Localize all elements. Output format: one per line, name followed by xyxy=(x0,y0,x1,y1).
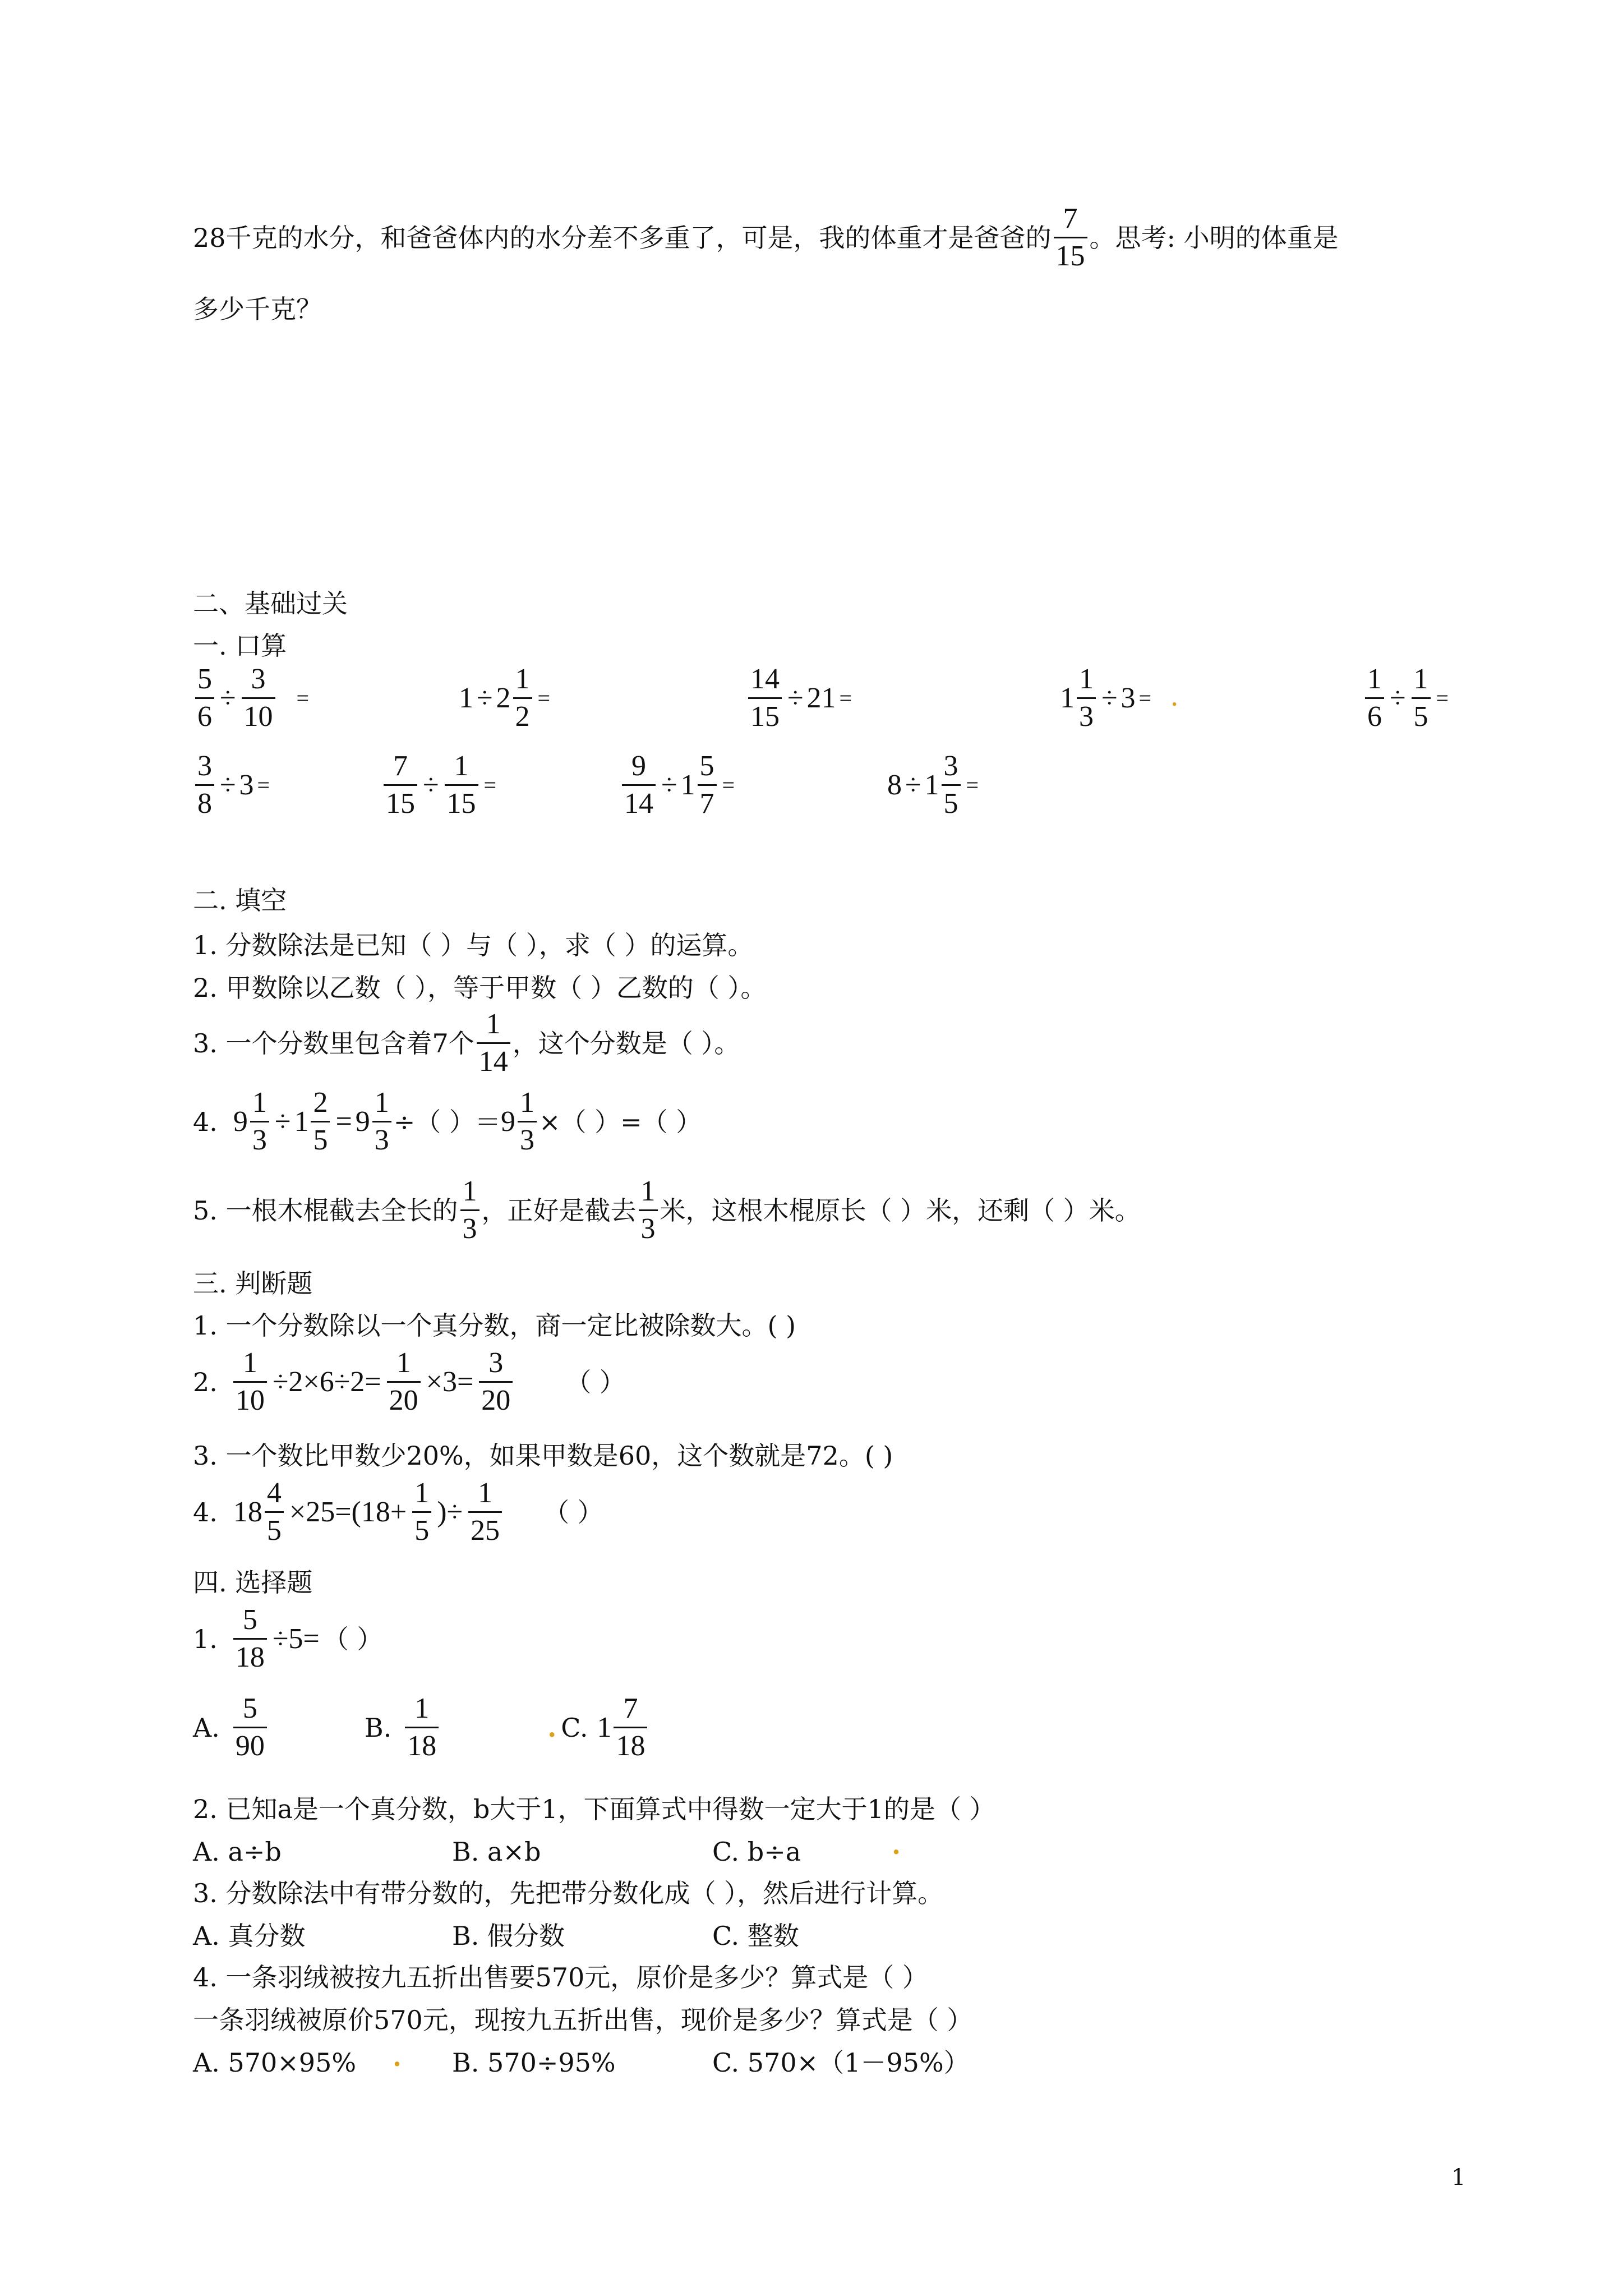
choice-q2-option-b: B. a×b xyxy=(452,1837,541,1867)
intro-text-b: 。思考: 小明的体重是 xyxy=(1089,222,1339,253)
calc-item-4: 1 $\frac{1}{3}$ ÷ 3 = . xyxy=(1060,663,1178,733)
page-number: 1 xyxy=(1451,2165,1466,2191)
choice-q3-option-a: A. 真分数 xyxy=(193,1921,306,1951)
part2-title: 二. 填空 xyxy=(193,885,287,915)
calc-item-5: $\frac{1}{6}$ ÷ $\frac{1}{5}$ = xyxy=(1363,665,1452,731)
choice-q3: 3. 分数除法中有带分数的，先把带分数化成（ ），然后进行计算。 xyxy=(193,1878,944,1908)
fill-q4: 4. 9 $\frac{1}{3}$ ÷ 1 $\frac{2}{5}$ = 9 $\frac{1}{3}$ ÷（ ）＝ 9 $\frac{1}{3}$ ×（ ）=（ ） xyxy=(193,1087,702,1156)
choice-q4-option-b: B. 570÷95% xyxy=(452,2047,616,2078)
calc-item-9: 8 ÷ 1 $\frac{3}{5}$ = xyxy=(887,750,979,820)
fill-q5: 5. 一根木棍截去全长的 $\frac{1}{3}$ ，正好是截去 $\frac{1}{3}$ 米，这根木棍原长（ ）米，还剩（ ）米。 xyxy=(193,1175,1141,1245)
calc-item-7: $\frac{7}{15}$ ÷ $\frac{1}{15}$ = xyxy=(381,752,500,818)
judge-q1: 1. 一个分数除以一个真分数，商一定比被除数大。( ) xyxy=(193,1310,796,1341)
choice-q1: 1. $\frac{5}{18}$ ÷5= （ ） xyxy=(193,1604,383,1673)
choice-q2-option-a: A. a÷b xyxy=(193,1837,282,1867)
intro-line-1 xyxy=(193,204,1339,271)
choice-q2: 2. 已知a是一个真分数，b大于1，下面算式中得数一定大于1的是（ ） xyxy=(193,1794,995,1824)
part1-title: 一. 口算 xyxy=(193,631,287,661)
fraction-7-15: $\frac{7}{15}$ xyxy=(1054,204,1087,271)
document-page: 28千克的水分，和爸爸体内的水分差不多重了，可是，我的体重才是爸爸的 $\frac{7}{15}$ 。思考: 小明的体重是 多少千克？ 二、基础过关 一. 口算 $\frac{5}{6}$ ÷ $\frac{3}{10}$ = 1 ÷ 2 $\frac{1}{2}$ = $\frac{14}{15}$ ÷ 21 = 1 $\frac{1}{3}$ ÷ 3 = . $\frac{1}{6}$ ÷ $\frac{1}{5}$ = $\frac{3}{8}$ ÷ 3 = $\frac{7}{15}$ ÷ $\frac{1}{15}$ = $\frac{9}{14}$ ÷ 1 $\frac{5}{7}$ = 8 ÷ 1 $\frac{3}{5}$ = 二. 填空 1. 分数除法是已知（ ）与（ ），求（ ）的运算。 2. 甲数除以乙数（ ），等于甲数（ ）乙数的（ ）。 3. 一个分数里包含着7个 $\frac{1}{14}$ ，这个分数是（ ）。 4. 9 $\frac{1}{3}$ ÷ 1 $\frac{2}{5}$ = 9 $\frac{1}{3}$ ÷（ ）＝ 9 $\frac{1}{3}$ ×（ ）=（ ） 5. 一根木棍截去全长的 $\frac{1}{3}$ ，正好是截去 $\frac{1}{3}$ 米，这根木棍原长（ ）米，还剩（ ）米。 三. 判断题 1. 一个分数除以一个真分数，商一定比被除数大。( ) 2. $\frac{1}{10}$ ÷2×6÷2= $\frac{1}{20}$ ×3= $\frac{3}{20}$ （ ） 3. 一个数比甲数少20%，如果甲数是60，这个数就是72。( ) 4. 18 $\frac{4}{5}$ ×25=(18+ $\frac{1}{5}$ )÷ $\frac{1}{25}$ （ ） 四. 选择题 1. $\frac{5}{18}$ ÷5= （ ） A. $\frac{5}{90}$ B. $\frac{1}{18}$ . C. 1 $\frac{7}{18}$ 2. 已知a是一个真分数，b大于1，下面算式中得数一定大于1的是（ ） A. a÷b B. a×b C. b÷a . 3. 分数除法中有带分数的，先把带分数化成（ ），然后进行计算。 A. 真分数 B. 假分数 C. 整数 4. 一条羽绒被按九五折出售要570元，原价是多少？算式是（ ） 一条羽绒被原价570元，现按九五折出售，现价是多少？算式是（ ） A. 570×95% . B. 570÷95% C. 570×（1－95%） 1 xyxy=(193,203,1466,2191)
choice-q3-option-c: C. 整数 xyxy=(712,1921,799,1951)
choice-q4-option-c: C. 570×（1－95%） xyxy=(712,2047,970,2078)
choice-q1-options: A. $\frac{5}{90}$ B. $\frac{1}{18}$ . C. 1 $\frac{7}{18}$ xyxy=(193,1694,649,1761)
intro-text-a: 28千克的水分，和爸爸体内的水分差不多重了，可是，我的体重才是爸爸的 xyxy=(193,222,1052,253)
judge-q2: 2. $\frac{1}{10}$ ÷2×6÷2= $\frac{1}{20}$ ×3= $\frac{3}{20}$ （ ） xyxy=(193,1347,625,1416)
part4-title: 四. 选择题 xyxy=(193,1567,313,1598)
calc-item-8: $\frac{9}{14}$ ÷ 1 $\frac{5}{7}$ = xyxy=(620,752,738,818)
judge-q4: 4. 18 $\frac{4}{5}$ ×25=(18+ $\frac{1}{5}$ )÷ $\frac{1}{25}$ （ ） xyxy=(193,1477,603,1547)
fill-q3: 3. 一个分数里包含着7个 $\frac{1}{14}$ ，这个分数是（ ）。 xyxy=(193,1008,740,1078)
judge-q3: 3. 一个数比甲数少20%，如果甲数是60，这个数就是72。( ) xyxy=(193,1441,893,1471)
choice-q4a: 4. 一条羽绒被按九五折出售要570元，原价是多少？算式是（ ） xyxy=(193,1962,928,1993)
choice-q4b: 一条羽绒被原价570元，现按九五折出售，现价是多少？算式是（ ） xyxy=(193,2005,973,2035)
choice-q2-option-c: C. b÷a xyxy=(712,1837,801,1867)
calc-item-1: $\frac{5}{6}$ ÷ $\frac{3}{10}$ = xyxy=(193,665,312,731)
calc-item-2: 1 ÷ 2 $\frac{1}{2}$ = xyxy=(459,663,551,733)
calc-item-3: $\frac{14}{15}$ ÷ 21 = xyxy=(746,665,855,731)
fill-q1: 1. 分数除法是已知（ ）与（ ），求（ ）的运算。 xyxy=(193,930,754,960)
intro-line-2: 多少千克？ xyxy=(193,294,322,324)
part3-title: 三. 判断题 xyxy=(193,1268,313,1299)
choice-q3-option-b: B. 假分数 xyxy=(452,1921,565,1951)
section-title: 二、基础过关 xyxy=(193,588,348,619)
choice-q4-option-a: A. 570×95% xyxy=(193,2047,357,2078)
fill-q2: 2. 甲数除以乙数（ ），等于甲数（ ）乙数的（ ）。 xyxy=(193,973,767,1003)
calc-item-6: $\frac{3}{8}$ ÷ 3 = xyxy=(193,752,273,818)
